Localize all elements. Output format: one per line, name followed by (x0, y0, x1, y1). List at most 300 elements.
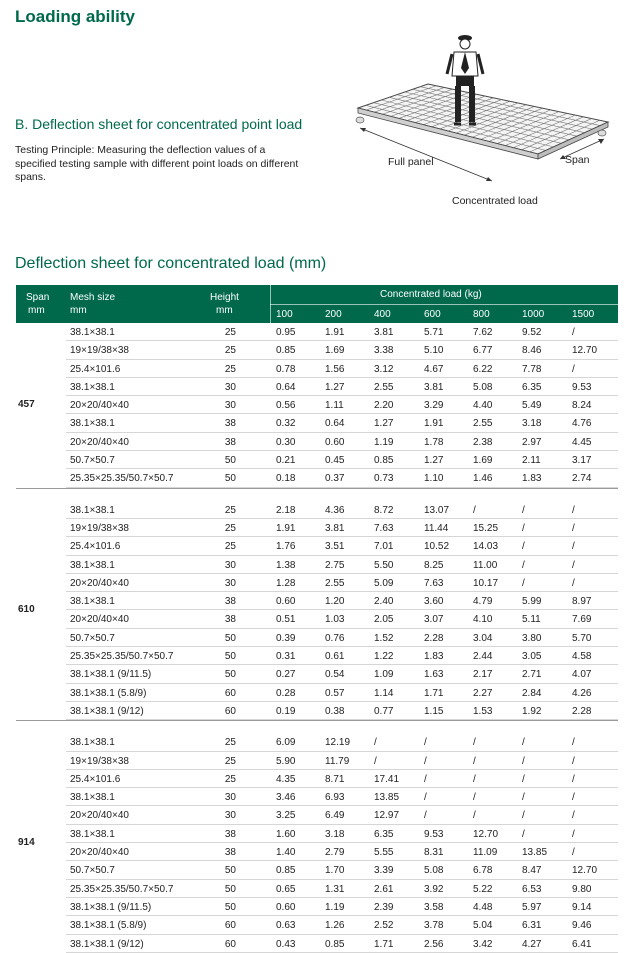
deflection-value-cell: 1.22 (374, 651, 394, 663)
deflection-value-cell: 9.80 (572, 883, 592, 895)
deflection-value-cell: 3.38 (374, 345, 394, 357)
deflection-value-cell: 1.46 (473, 473, 493, 485)
deflection-value-cell: / (522, 737, 525, 749)
deflection-value-cell: 6.09 (276, 737, 296, 749)
support-bar-end (356, 117, 364, 123)
deflection-value-cell: 0.73 (374, 473, 394, 485)
deflection-value-cell: 1.28 (276, 577, 296, 589)
deflection-value-cell: 1.26 (325, 920, 345, 932)
deflection-value-cell: / (522, 559, 525, 571)
deflection-value-cell: / (473, 773, 476, 785)
deflection-value-cell: 11.44 (424, 522, 449, 534)
height-cell: 50 (224, 632, 236, 644)
deflection-value-cell: 2.55 (473, 418, 493, 430)
header-span: Span (26, 292, 50, 303)
deflection-value-cell: 13.85 (374, 792, 400, 804)
deflection-value-cell: 0.60 (325, 436, 345, 448)
deflection-value-cell: 0.45 (325, 455, 345, 467)
full-panel-label: Full panel (388, 156, 434, 168)
deflection-value-cell: 3.78 (424, 920, 444, 932)
deflection-value-cell: 1.70 (325, 865, 345, 877)
height-cell: 30 (224, 381, 236, 393)
deflection-value-cell: 2.40 (374, 596, 394, 608)
table-row (16, 574, 618, 592)
header-sub-divider (270, 304, 618, 305)
deflection-value-cell: 5.99 (522, 596, 542, 608)
deflection-value-cell: / (374, 737, 377, 749)
deflection-value-cell: 10.17 (473, 577, 499, 589)
deflection-value-cell: / (522, 792, 525, 804)
deflection-value-cell: / (374, 755, 377, 767)
deflection-value-cell: 0.65 (276, 883, 296, 895)
deflection-value-cell: 1.10 (424, 473, 444, 485)
deflection-value-cell: 1.76 (276, 541, 296, 553)
table-row (16, 414, 618, 432)
mesh-size-cell: 38.1×38.1 (9/11.5) (70, 669, 152, 681)
deflection-value-cell: 7.69 (572, 614, 592, 626)
header-load-200: 200 (325, 309, 342, 320)
header-height: Height (210, 292, 239, 303)
deflection-value-cell: / (572, 541, 575, 553)
deflection-value-cell: 5.09 (374, 577, 394, 589)
span-label: 610 (18, 604, 35, 616)
mesh-size-cell: 38.1×38.1 (5.8/9) (70, 687, 147, 699)
deflection-value-cell: 3.25 (276, 810, 296, 822)
deflection-value-cell: 0.85 (325, 938, 345, 950)
height-cell: 50 (224, 901, 236, 913)
deflection-value-cell: 0.18 (276, 473, 296, 485)
table-row (16, 665, 618, 683)
mesh-size-cell: 38.1×38.1 (70, 418, 115, 430)
mesh-size-cell: 20×20/40×40 (70, 436, 129, 448)
deflection-value-cell: 6.78 (473, 865, 493, 877)
deflection-value-cell: 1.91 (325, 327, 345, 338)
mesh-size-cell: 38.1×38.1 (9/11.5) (70, 901, 152, 913)
mesh-size-cell: 38.1×38.1 (70, 737, 115, 749)
deflection-value-cell: 2.05 (374, 614, 394, 626)
deflection-value-cell: / (424, 773, 427, 785)
deflection-value-cell: 1.09 (374, 669, 394, 681)
deflection-value-cell: 4.48 (473, 901, 493, 913)
mesh-size-cell: 38.1×38.1 (9/12) (70, 938, 144, 950)
deflection-value-cell: / (522, 810, 525, 822)
deflection-value-cell: 3.80 (522, 632, 542, 644)
deflection-value-cell: 0.76 (325, 632, 345, 644)
table-row (16, 733, 618, 751)
table-row (16, 880, 618, 898)
deflection-value-cell: 17.41 (374, 773, 400, 785)
height-cell: 30 (224, 577, 236, 589)
deflection-value-cell: / (424, 737, 427, 749)
deflection-value-cell: 0.28 (276, 687, 296, 699)
header-load-100: 100 (276, 309, 293, 320)
deflection-value-cell: / (572, 755, 575, 767)
deflection-value-cell: 1.78 (424, 436, 444, 448)
deflection-value-cell: 4.76 (572, 418, 592, 430)
height-cell: 25 (224, 773, 236, 785)
deflection-value-cell: 6.35 (522, 381, 542, 393)
deflection-value-cell: 1.11 (325, 400, 344, 412)
deflection-value-cell: 6.31 (522, 920, 542, 932)
mesh-size-cell: 25.4×101.6 (70, 363, 121, 375)
deflection-value-cell: 3.81 (325, 522, 345, 534)
deflection-value-cell: 5.04 (473, 920, 493, 932)
deflection-value-cell: 3.07 (424, 614, 444, 626)
deflection-value-cell: 12.70 (572, 345, 598, 357)
deflection-value-cell: 1.27 (424, 455, 444, 467)
mesh-size-cell: 50.7×50.7 (70, 632, 115, 644)
mesh-size-cell: 20×20/40×40 (70, 614, 129, 626)
deflection-value-cell: 3.60 (424, 596, 444, 608)
deflection-value-cell: 0.27 (276, 669, 296, 681)
deflection-value-cell: 0.54 (325, 669, 345, 681)
table-row (16, 501, 618, 519)
deflection-value-cell: 2.61 (374, 883, 394, 895)
deflection-value-cell: 0.78 (276, 363, 296, 375)
mesh-size-cell: 38.1×38.1 (70, 559, 115, 571)
header-load-1500: 1500 (572, 309, 595, 320)
deflection-value-cell: 5.11 (522, 614, 541, 626)
table-row (16, 935, 618, 953)
deflection-value-cell: 1.20 (325, 596, 345, 608)
deflection-value-cell: 3.46 (276, 792, 296, 804)
deflection-value-cell: 8.25 (424, 559, 444, 571)
deflection-value-cell: / (522, 755, 525, 767)
deflection-value-cell: 5.08 (473, 381, 493, 393)
mesh-size-cell: 25.35×25.35/50.7×50.7 (70, 651, 174, 663)
table-row (16, 537, 618, 555)
deflection-value-cell: 0.39 (276, 632, 296, 644)
height-cell: 50 (224, 651, 236, 663)
deflection-value-cell: 5.70 (572, 632, 592, 644)
deflection-value-cell: 3.51 (325, 541, 345, 553)
mesh-size-cell: 25.4×101.6 (70, 541, 121, 553)
deflection-value-cell: 1.27 (374, 418, 394, 430)
table-row (16, 592, 618, 610)
deflection-value-cell: 4.40 (473, 400, 493, 412)
deflection-value-cell: 6.22 (473, 363, 493, 375)
height-cell: 38 (224, 596, 236, 608)
deflection-value-cell: 0.61 (325, 651, 345, 663)
height-cell: 25 (224, 737, 236, 749)
deflection-value-cell: / (522, 773, 525, 785)
deflection-value-cell: 13.07 (424, 504, 450, 516)
deflection-value-cell: 2.11 (522, 455, 541, 467)
deflection-value-cell: 2.75 (325, 559, 345, 571)
deflection-value-cell: 0.37 (325, 473, 345, 485)
deflection-value-cell: 8.24 (572, 400, 592, 412)
deflection-value-cell: 6.77 (473, 345, 493, 357)
height-cell: 25 (224, 363, 236, 375)
table-row (16, 378, 618, 396)
height-cell: 60 (224, 687, 236, 699)
height-cell: 38 (224, 847, 236, 859)
table-row (16, 684, 618, 702)
deflection-value-cell: 3.17 (572, 455, 592, 467)
deflection-value-cell: 0.60 (276, 901, 296, 913)
deflection-value-cell: 3.12 (374, 363, 394, 375)
deflection-value-cell: 4.67 (424, 363, 444, 375)
height-cell: 25 (224, 504, 236, 516)
deflection-value-cell: 0.85 (276, 865, 296, 877)
deflection-value-cell: 7.78 (522, 363, 542, 375)
deflection-value-cell: 0.31 (276, 651, 296, 663)
mesh-size-cell: 38.1×38.1 (70, 381, 115, 393)
deflection-value-cell: 4.10 (473, 614, 493, 626)
deflection-value-cell: 3.81 (424, 381, 444, 393)
deflection-value-cell: / (572, 577, 575, 589)
deflection-value-cell: 5.10 (424, 345, 444, 357)
deflection-value-cell: / (572, 327, 575, 338)
deflection-value-cell: 5.71 (424, 327, 444, 338)
header-height-unit: mm (216, 305, 233, 316)
table-row (16, 825, 618, 843)
deflection-value-cell: 1.31 (325, 883, 345, 895)
deflection-value-cell: 8.46 (522, 345, 542, 357)
deflection-value-cell: / (572, 522, 575, 534)
deflection-value-cell: 4.79 (473, 596, 493, 608)
height-cell: 60 (224, 705, 236, 717)
mesh-size-cell: 38.1×38.1 (9/12) (70, 705, 144, 717)
deflection-value-cell: 9.46 (572, 920, 592, 932)
deflection-value-cell: 4.58 (572, 651, 592, 663)
deflection-value-cell: / (572, 792, 575, 804)
height-cell: 50 (224, 473, 236, 485)
table-row (16, 396, 618, 414)
table-row (16, 360, 618, 378)
height-cell: 38 (224, 614, 236, 626)
deflection-value-cell: 0.32 (276, 418, 296, 430)
height-cell: 38 (224, 436, 236, 448)
deflection-value-cell: 12.97 (374, 810, 400, 822)
deflection-value-cell: / (572, 737, 575, 749)
table-row (16, 629, 618, 647)
deflection-value-cell: 6.93 (325, 792, 345, 804)
deflection-value-cell: 6.41 (572, 938, 592, 950)
support-bar-end (598, 130, 606, 136)
mesh-size-cell: 25.35×25.35/50.7×50.7 (70, 473, 174, 485)
deflection-value-cell: 11.00 (473, 559, 498, 571)
mesh-size-cell: 20×20/40×40 (70, 810, 129, 822)
table-row (16, 433, 618, 451)
deflection-value-cell: 4.07 (572, 669, 592, 681)
mesh-size-cell: 25.35×25.35/50.7×50.7 (70, 883, 174, 895)
deflection-value-cell: 5.97 (522, 901, 542, 913)
mesh-size-cell: 50.7×50.7 (70, 865, 115, 877)
deflection-value-cell: 1.69 (325, 345, 345, 357)
deflection-value-cell: 11.09 (473, 847, 498, 859)
table-title: Deflection sheet for concentrated load (mm) (15, 255, 327, 272)
deflection-value-cell: 5.08 (424, 865, 444, 877)
mesh-size-cell: 19×19/38×38 (70, 522, 129, 534)
height-cell: 25 (224, 345, 236, 357)
deflection-value-cell: / (473, 737, 476, 749)
height-cell: 50 (224, 865, 236, 877)
deflection-value-cell: 2.84 (522, 687, 542, 699)
deflection-value-cell: / (473, 755, 476, 767)
deflection-value-cell: 4.35 (276, 773, 296, 785)
deflection-value-cell: 7.63 (424, 577, 444, 589)
deflection-value-cell: 2.55 (325, 577, 345, 589)
deflection-value-cell: / (473, 792, 476, 804)
deflection-value-cell: 1.53 (473, 705, 493, 717)
table-row (16, 451, 618, 469)
span-label: 457 (18, 399, 35, 411)
table-row (16, 519, 618, 537)
span-group (16, 323, 618, 488)
deflection-value-cell: 9.52 (522, 327, 542, 338)
deflection-value-cell: 0.64 (325, 418, 345, 430)
deflection-value-cell: 1.56 (325, 363, 345, 375)
deflection-value-cell: 8.71 (325, 773, 345, 785)
deflection-value-cell: 0.21 (276, 455, 296, 467)
header-load-600: 600 (424, 309, 441, 320)
deflection-value-cell: 2.18 (276, 504, 296, 516)
deflection-value-cell: / (572, 559, 575, 571)
mesh-size-cell: 50.7×50.7 (70, 455, 115, 467)
deflection-value-cell: 5.50 (374, 559, 394, 571)
deflection-value-cell: 1.19 (325, 901, 345, 913)
deflection-value-cell: 1.14 (374, 687, 394, 699)
mesh-size-cell: 20×20/40×40 (70, 400, 129, 412)
table-row (16, 770, 618, 788)
deflection-value-cell: 0.57 (325, 687, 345, 699)
page-title: Loading ability (15, 7, 135, 26)
deflection-value-cell: 0.64 (276, 381, 296, 393)
deflection-value-cell: 2.28 (572, 705, 592, 717)
deflection-value-cell: / (572, 847, 575, 859)
table-row (16, 610, 618, 628)
deflection-value-cell: 3.81 (374, 327, 394, 338)
deflection-value-cell: 1.69 (473, 455, 493, 467)
height-cell: 30 (224, 792, 236, 804)
deflection-value-cell: / (572, 810, 575, 822)
height-cell: 25 (224, 755, 236, 767)
deflection-value-cell: / (522, 577, 525, 589)
deflection-value-cell: 14.03 (473, 541, 499, 553)
deflection-value-cell: 1.38 (276, 559, 296, 571)
deflection-value-cell: 1.83 (424, 651, 444, 663)
deflection-value-cell: / (572, 504, 575, 516)
deflection-value-cell: 2.97 (522, 436, 542, 448)
deflection-value-cell: 2.74 (572, 473, 592, 485)
table-row (16, 556, 618, 574)
deflection-value-cell: / (572, 773, 575, 785)
span-label: Span (565, 154, 590, 166)
deflection-value-cell: 5.22 (473, 883, 493, 895)
deflection-value-cell: 2.27 (473, 687, 493, 699)
deflection-value-cell: 2.79 (325, 847, 345, 859)
deflection-value-cell: 1.92 (522, 705, 542, 717)
deflection-value-cell: 4.27 (522, 938, 542, 950)
deflection-value-cell: 2.39 (374, 901, 394, 913)
deflection-value-cell: 2.38 (473, 436, 493, 448)
deflection-value-cell: 10.52 (424, 541, 450, 553)
table-row (16, 898, 618, 916)
deflection-value-cell: 3.04 (473, 632, 493, 644)
deflection-value-cell: 9.14 (572, 901, 592, 913)
header-concentrated-load: Concentrated load (kg) (380, 289, 482, 300)
span-group (16, 488, 618, 721)
deflection-value-cell: / (572, 363, 575, 375)
header-mesh-unit: mm (70, 305, 87, 316)
mesh-size-cell: 38.1×38.1 (70, 327, 115, 338)
table-row (16, 788, 618, 806)
deflection-value-cell: 0.60 (276, 596, 296, 608)
deflection-value-cell: / (572, 828, 575, 840)
height-cell: 25 (224, 327, 236, 338)
height-cell: 30 (224, 810, 236, 822)
deflection-value-cell: 0.85 (374, 455, 394, 467)
deflection-value-cell: 0.95 (276, 327, 296, 338)
deflection-value-cell: / (473, 504, 476, 516)
height-cell: 38 (224, 418, 236, 430)
deflection-value-cell: 6.49 (325, 810, 345, 822)
deflection-value-cell: 1.60 (276, 828, 296, 840)
deflection-value-cell: 9.53 (424, 828, 444, 840)
table-row (16, 916, 618, 934)
deflection-value-cell: 0.77 (374, 705, 394, 717)
table-row (16, 341, 618, 359)
table-row (16, 806, 618, 824)
deflection-value-cell: 2.44 (473, 651, 493, 663)
deflection-table-body (16, 323, 618, 953)
deflection-value-cell: 3.92 (424, 883, 444, 895)
deflection-value-cell: 12.70 (572, 865, 598, 877)
deflection-value-cell: 3.42 (473, 938, 493, 950)
deflection-value-cell: 1.63 (424, 669, 444, 681)
deflection-value-cell: 15.25 (473, 522, 499, 534)
table-header (16, 285, 618, 323)
deflection-value-cell: 0.56 (276, 400, 296, 412)
table-row (16, 323, 618, 341)
deflection-value-cell: 2.55 (374, 381, 394, 393)
height-cell: 25 (224, 522, 236, 534)
deflection-value-cell: 1.71 (374, 938, 394, 950)
deflection-value-cell: 2.17 (473, 669, 493, 681)
deflection-value-cell: 12.19 (325, 737, 351, 749)
deflection-value-cell: 5.90 (276, 755, 296, 767)
deflection-value-cell: 2.20 (374, 400, 394, 412)
deflection-value-cell: 1.19 (374, 436, 394, 448)
deflection-value-cell: 11.79 (325, 755, 350, 767)
deflection-value-cell: 8.31 (424, 847, 444, 859)
concentrated-load-label: Concentrated load (452, 195, 538, 207)
height-cell: 38 (224, 828, 236, 840)
mesh-size-cell: 38.1×38.1 (5.8/9) (70, 920, 147, 932)
deflection-value-cell: 6.53 (522, 883, 542, 895)
deflection-value-cell: 3.18 (325, 828, 345, 840)
deflection-value-cell: / (424, 792, 427, 804)
deflection-value-cell: 1.83 (522, 473, 542, 485)
deflection-value-cell: 0.63 (276, 920, 296, 932)
deflection-value-cell: 4.45 (572, 436, 592, 448)
deflection-value-cell: 9.53 (572, 381, 592, 393)
mesh-size-cell: 38.1×38.1 (70, 596, 115, 608)
deflection-value-cell: 3.05 (522, 651, 542, 663)
header-load-400: 400 (374, 309, 391, 320)
table-row (16, 843, 618, 861)
deflection-value-cell: 7.62 (473, 327, 493, 338)
deflection-value-cell: 0.43 (276, 938, 296, 950)
deflection-value-cell: / (522, 522, 525, 534)
deflection-value-cell: 1.91 (424, 418, 444, 430)
deflection-value-cell: 3.58 (424, 901, 444, 913)
deflection-value-cell: 2.71 (522, 669, 542, 681)
deflection-value-cell: / (424, 755, 427, 767)
deflection-value-cell: 7.63 (374, 522, 394, 534)
deflection-value-cell: 0.51 (276, 614, 296, 626)
